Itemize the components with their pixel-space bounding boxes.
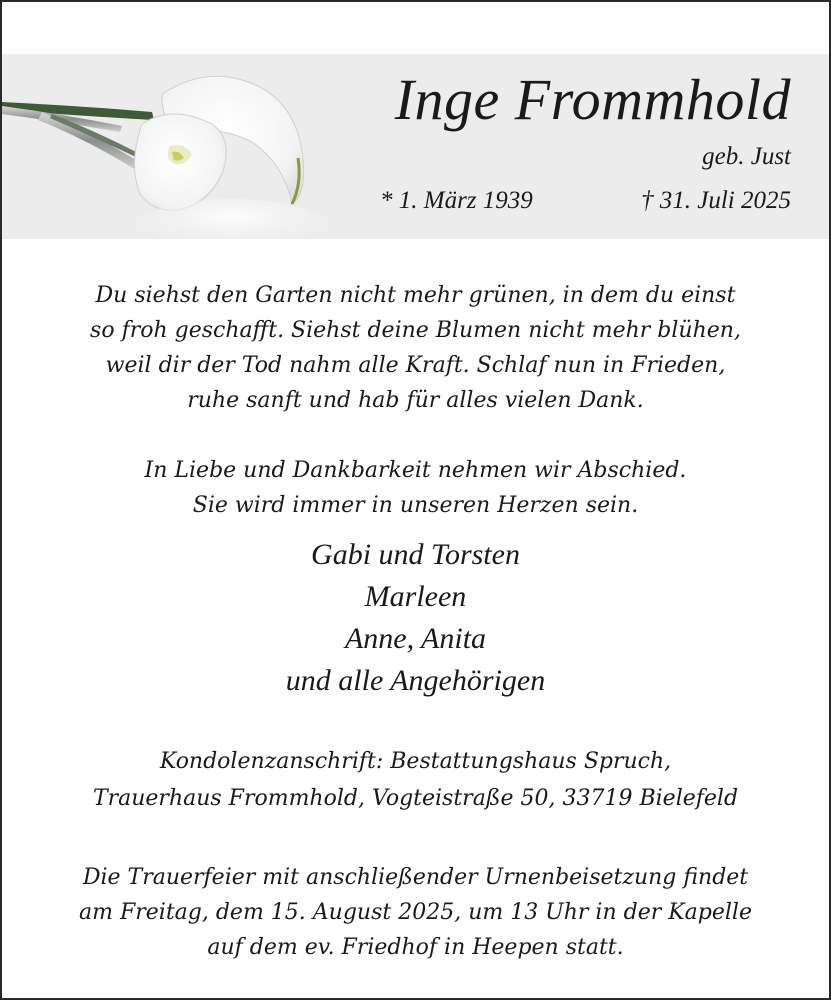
mourner-name: Anne, Anita: [344, 622, 487, 655]
poem-line: weil dir der Tod nahm alle Kraft. Schlaf nun in Frieden,: [105, 353, 726, 378]
poem-line: Du siehst den Garten nicht mehr grünen, in dem du einst: [95, 283, 736, 308]
mourners-list: [2, 534, 829, 702]
farewell-line: Sie wird immer in unseren Herzen sein.: [192, 493, 639, 518]
poem-line: so froh geschafft. Siehst deine Blumen nicht mehr blühen,: [90, 318, 741, 343]
maiden-name: geb. Just: [702, 143, 791, 170]
header-band: [2, 54, 829, 239]
ceremony-line: am Freitag, dem 15. August 2025, um 13 Uhr in der Kapelle: [79, 900, 752, 925]
farewell-line: In Liebe und Dankbarkeit nehmen wir Abschied.: [144, 458, 687, 483]
poem: [2, 278, 829, 418]
mourner-name: und alle Angehörigen: [285, 664, 546, 697]
poem-line: ruhe sanft und hab für alles vielen Dank.: [187, 388, 644, 413]
ceremony-line: auf dem ev. Friedhof in Heepen statt.: [207, 935, 624, 960]
ceremony-info: [2, 860, 829, 965]
condolence-line: Kondolenzanschrift: Bestattungshaus Spruch,: [159, 749, 672, 774]
deceased-name: Inge Frommhold: [394, 67, 791, 132]
condolence-line: Trauerhaus Frommhold, Vogteistraße 50, 33719 Bielefeld: [92, 786, 739, 811]
mourner-name: Marleen: [364, 580, 467, 613]
condolence-address: [2, 743, 829, 817]
death-date: † 31. Juli 2025: [641, 187, 791, 214]
farewell-text: [2, 453, 829, 523]
mourner-name: Gabi und Torsten: [311, 538, 520, 571]
birth-date: * 1. März 1939: [380, 187, 533, 214]
calla-lily-icon: [2, 54, 332, 239]
ceremony-line: Die Trauerfeier mit anschließender Urnenbeisetzung findet: [82, 865, 749, 890]
